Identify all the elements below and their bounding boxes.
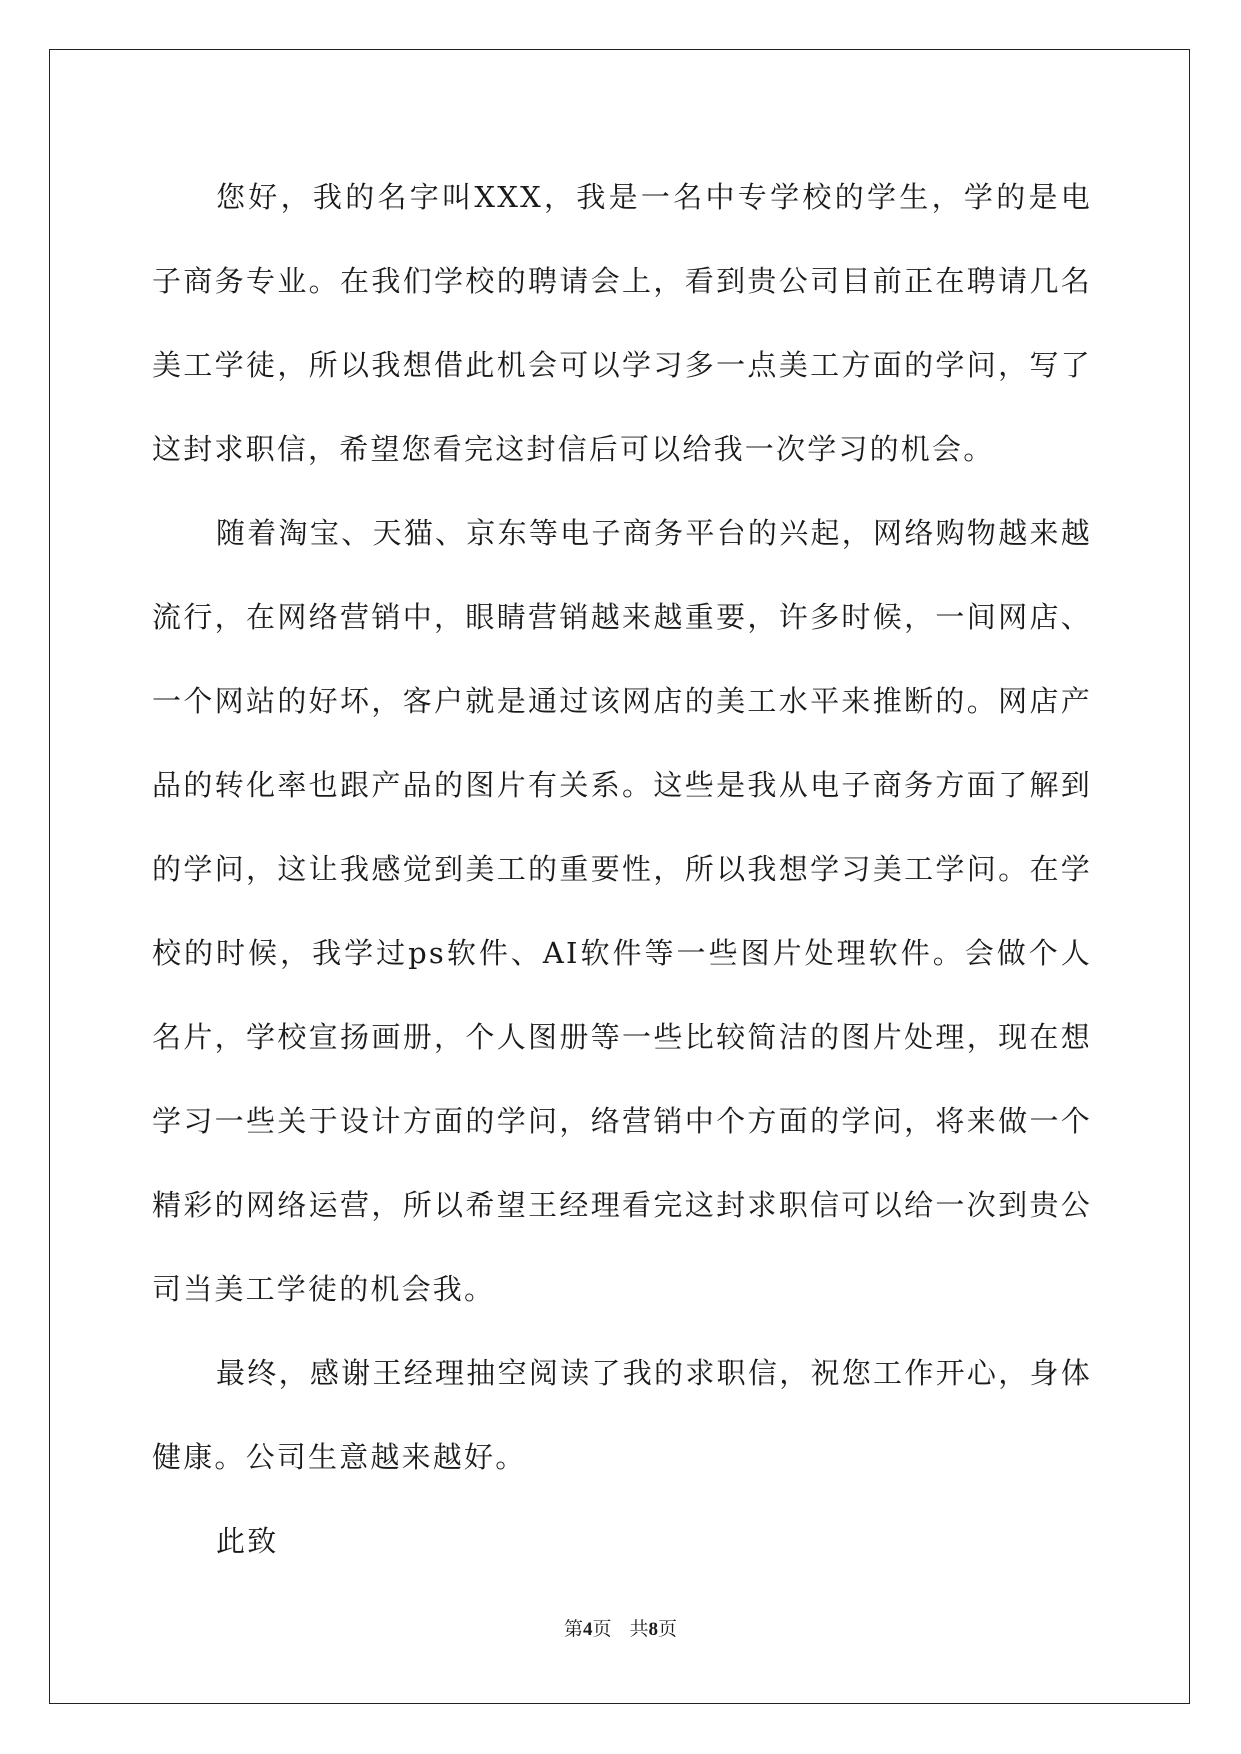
page-suffix: 页	[592, 1619, 612, 1640]
paragraph-closing: 最终，感谢王经理抽空阅读了我的求职信，祝您工作开心，身体健康。公司生意越来越好。	[152, 1356, 1092, 1474]
paragraph-salutation: 此致	[216, 1524, 279, 1558]
current-page-number: 4	[582, 1619, 593, 1640]
paragraph-greeting: 您好，我的名字叫XXX，我是一名中专学校的学生，学的是电子商务专业。在我们学校的聘请会上，看到贵公司目前正在聘请几名美工学徒，所以我想借此机会可以学习多一点美工方面的学问，写了这封求职信，希望您看完这封信后可以给我一次学习的机会。	[152, 180, 1092, 466]
paragraph-experience: 随着淘宝、天猫、京东等电子商务平台的兴起，网络购物越来越流行，在网络营销中，眼睛营销越来越重要，许多时候，一间网店、一个网站的好坏，客户就是通过该网店的美工水平来推断的。网店产品的转化率也跟产品的图片有关系。这些是我从电子商务方面了解到的学问，这让我感觉到美工的重要性，所以我想学习美工学问。在学校的时候，我学过ps软件、AI软件等一些图片处理软件。会做个人名片，学校宣扬画册，个人图册等一些比较简洁的图片处理，现在想学习一些关于设计方面的学问，络营销中个方面的学问，将来做一个精彩的网络运营，所以希望王经理看完这封求职信可以给一次到贵公司当美工学徒的机会我。	[152, 516, 1092, 1306]
total-page-count: 8	[648, 1619, 659, 1640]
page-prefix: 第	[563, 1619, 583, 1640]
total-prefix: 共	[629, 1619, 649, 1640]
total-suffix: 页	[658, 1619, 678, 1640]
letter-body	[152, 155, 1092, 1583]
page-number-footer	[0, 1614, 1241, 1641]
